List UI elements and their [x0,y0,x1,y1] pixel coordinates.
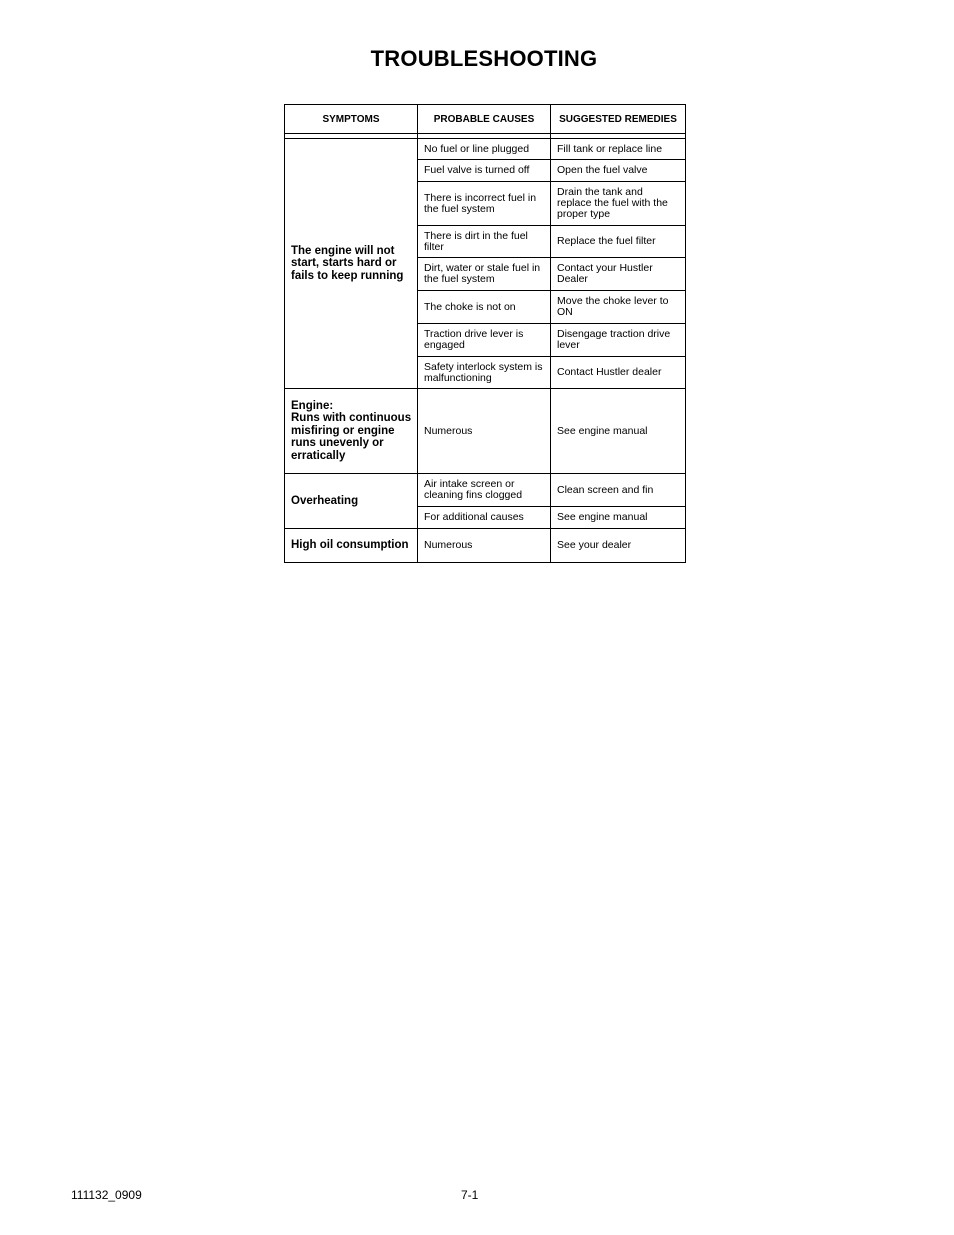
symptom-cell: Overheating [285,474,418,529]
remedy-cell: See engine manual [551,507,686,529]
header-suggested-remedies: SUGGESTED REMEDIES [551,105,686,134]
page-number: 7-1 [461,1188,479,1202]
remedy-cell: Replace the fuel filter [551,226,686,258]
document-number: 111132_0909 [71,1188,142,1202]
cause-cell: Dirt, water or stale fuel in the fuel system [418,258,551,291]
page-title: TROUBLESHOOTING [370,46,598,71]
table-row [285,529,686,563]
symptom-cell: High oil consumption [285,529,418,563]
remedy-cell: Contact Hustler dealer [551,357,686,389]
cause-cell: No fuel or line plugged [418,139,551,160]
table-row [285,139,686,160]
remedy-cell: Open the fuel valve [551,160,686,182]
remedy-cell: See your dealer [551,529,686,563]
symptom-cell: The engine will not start, starts hard or fails to keep running [285,139,418,389]
symptom-detail: Runs with continuous misfiring or engine runs unevenly or erratically [291,412,412,462]
cause-cell: Numerous [418,529,551,563]
remedy-cell: Clean screen and fin [551,474,686,507]
cause-cell: The choke is not on [418,291,551,324]
cause-cell: Traction drive lever is engaged [418,324,551,357]
cause-cell: Safety interlock system is malfunctioning [418,357,551,389]
remedy-cell: Move the choke lever to ON [551,291,686,324]
symptom-cell [285,389,418,474]
table-row [285,389,686,474]
symptom-heading: Engine: [291,399,334,412]
remedy-cell: Disengage traction drive lever [551,324,686,357]
remedy-cell: Contact your Hustler Dealer [551,258,686,291]
header-probable-causes: PROBABLE CAUSES [418,105,551,134]
remedy-cell: Fill tank or replace line [551,139,686,160]
cause-cell: Numerous [418,389,551,474]
cause-cell: Fuel valve is turned off [418,160,551,182]
cause-cell: Air intake screen or cleaning fins clogged [418,474,551,507]
cause-cell: For additional causes [418,507,551,529]
troubleshooting-table [284,104,686,563]
cause-cell: There is incorrect fuel in the fuel system [418,182,551,226]
header-symptoms: SYMPTOMS [285,105,418,134]
table-row [285,474,686,507]
cause-cell: There is dirt in the fuel filter [418,226,551,258]
remedy-cell: See engine manual [551,389,686,474]
table-header-row [285,105,686,134]
remedy-cell: Drain the tank and replace the fuel with the proper type [551,182,686,226]
